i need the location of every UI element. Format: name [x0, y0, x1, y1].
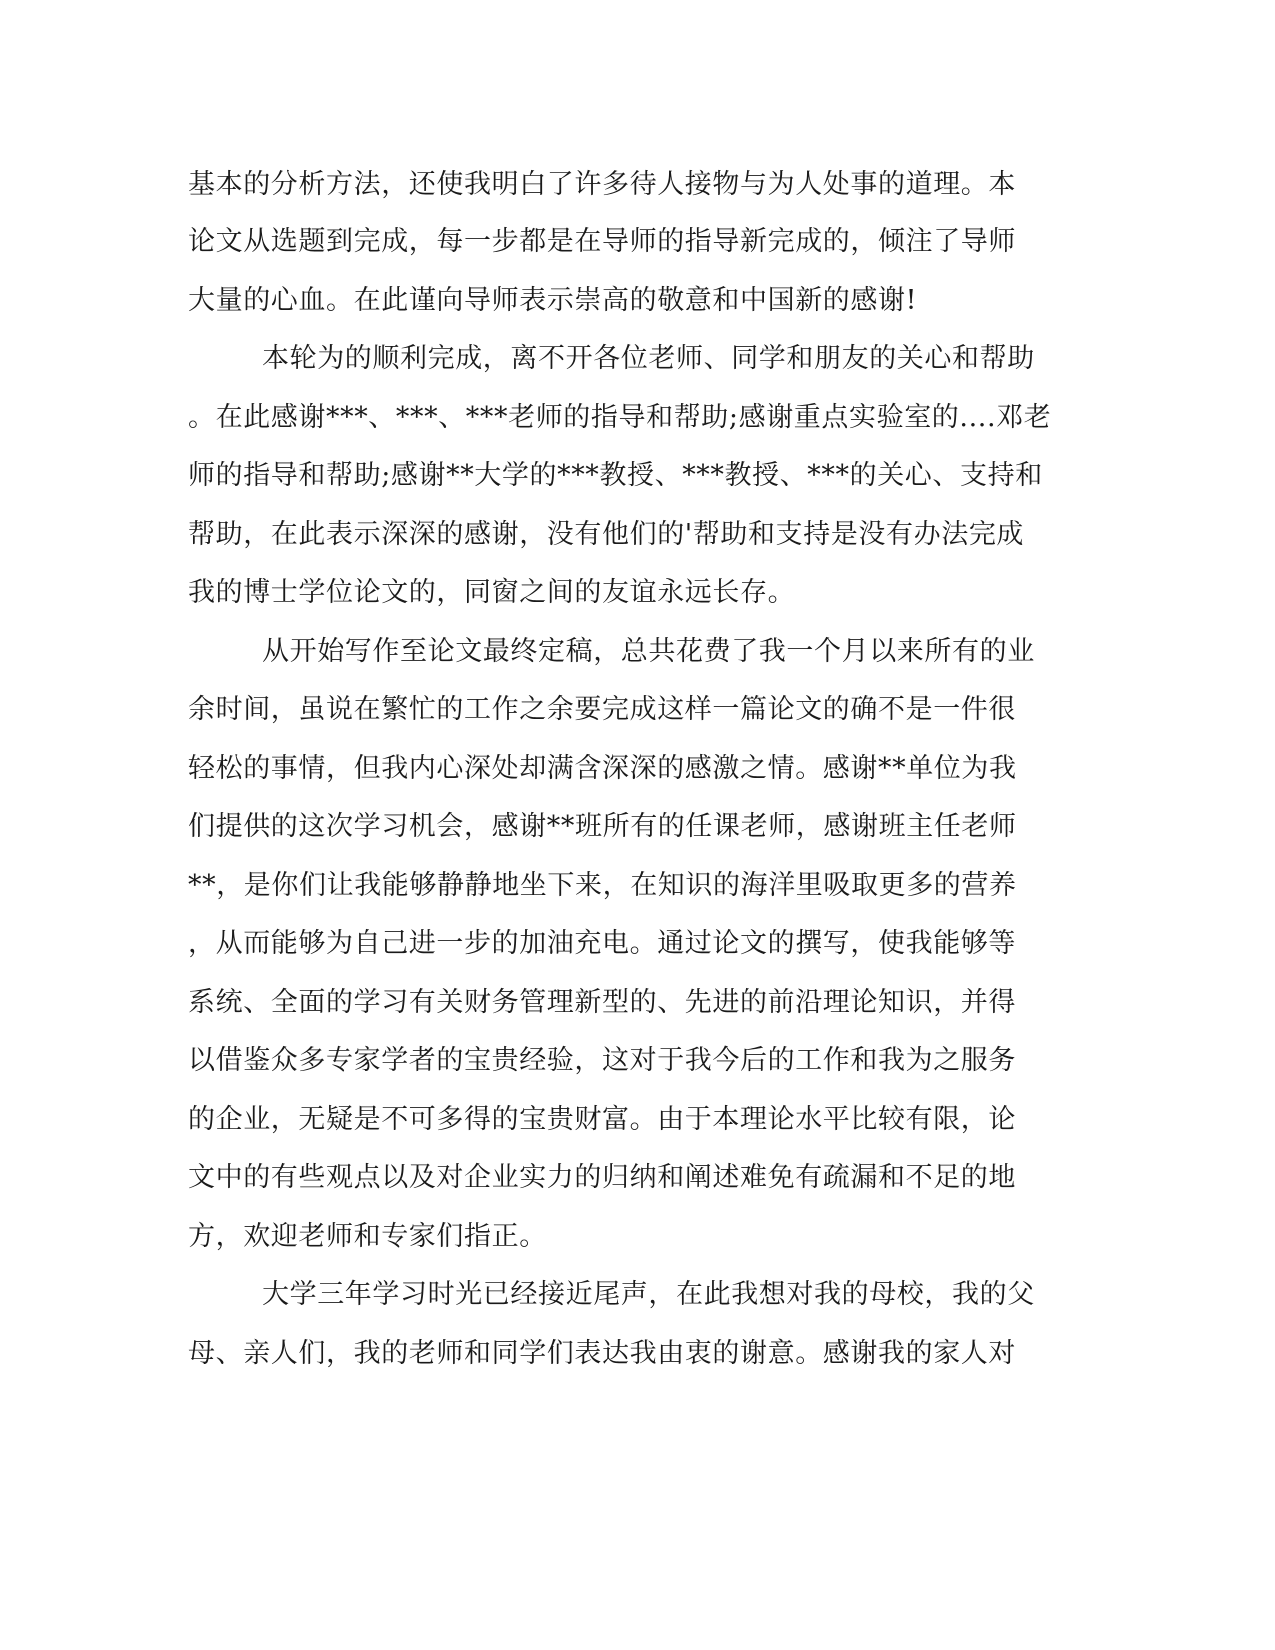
text-line: 母、亲人们，我的老师和同学们表达我由衷的谢意。感谢我的家人对 — [188, 1338, 1016, 1369]
text-line: 的企业，无疑是不可多得的宝贵财富。由于本理论水平比较有限，论 — [188, 1104, 1016, 1135]
text-line: 们提供的这次学习机会，感谢**班所有的任课老师，感谢班主任老师 — [188, 811, 1017, 842]
text-line: 系统、全面的学习有关财务管理新型的、先进的前沿理论知识，并得 — [188, 987, 1016, 1018]
text-line: 。在此感谢***、***、***老师的指导和帮助;感谢重点实验室的....邓老 — [188, 402, 1052, 433]
text-line: 师的指导和帮助;感谢**大学的***教授、***教授、***的关心、支持和 — [188, 460, 1043, 491]
text-line: 大量的心血。在此谨向导师表示崇高的敬意和中国新的感谢! — [188, 285, 918, 316]
text-line: 方，欢迎老师和专家们指正。 — [188, 1221, 547, 1252]
paragraph-first-line: 本轮为的顺利完成，离不开各位老师、同学和朋友的关心和帮助 — [262, 343, 1035, 374]
text-line: 以借鉴众多专家学者的宝贵经验，这对于我今后的工作和我为之服务 — [188, 1045, 1016, 1076]
text-line: 我的博士学位论文的，同窗之间的友谊永远长存。 — [188, 577, 796, 608]
text-line: 余时间，虽说在繁忙的工作之余要完成这样一篇论文的确不是一件很 — [188, 694, 1016, 725]
text-line: 文中的有些观点以及对企业实力的归纳和阐述难免有疏漏和不足的地 — [188, 1162, 1016, 1193]
text-line: 帮助，在此表示深深的感谢，没有他们的'帮助和支持是没有办法完成 — [188, 519, 1025, 550]
paragraph-first-line: 从开始写作至论文最终定稿，总共花费了我一个月以来所有的业 — [262, 636, 1035, 667]
text-line: **，是你们让我能够静静地坐下来，在知识的海洋里吸取更多的营养 — [188, 870, 1017, 901]
paragraph-first-line: 大学三年学习时光已经接近尾声，在此我想对我的母校，我的父 — [262, 1279, 1035, 1310]
text-line: ，从而能够为自己进一步的加油充电。通过论文的撰写，使我能够等 — [188, 928, 1016, 959]
text-line: 论文从选题到完成，每一步都是在导师的指导新完成的，倾注了导师 — [188, 226, 1016, 257]
text-line: 基本的分析方法，还使我明白了许多待人接物与为人处事的道理。本 — [188, 169, 1016, 200]
text-line: 轻松的事情，但我内心深处却满含深深的感激之情。感谢**单位为我 — [188, 753, 1017, 784]
